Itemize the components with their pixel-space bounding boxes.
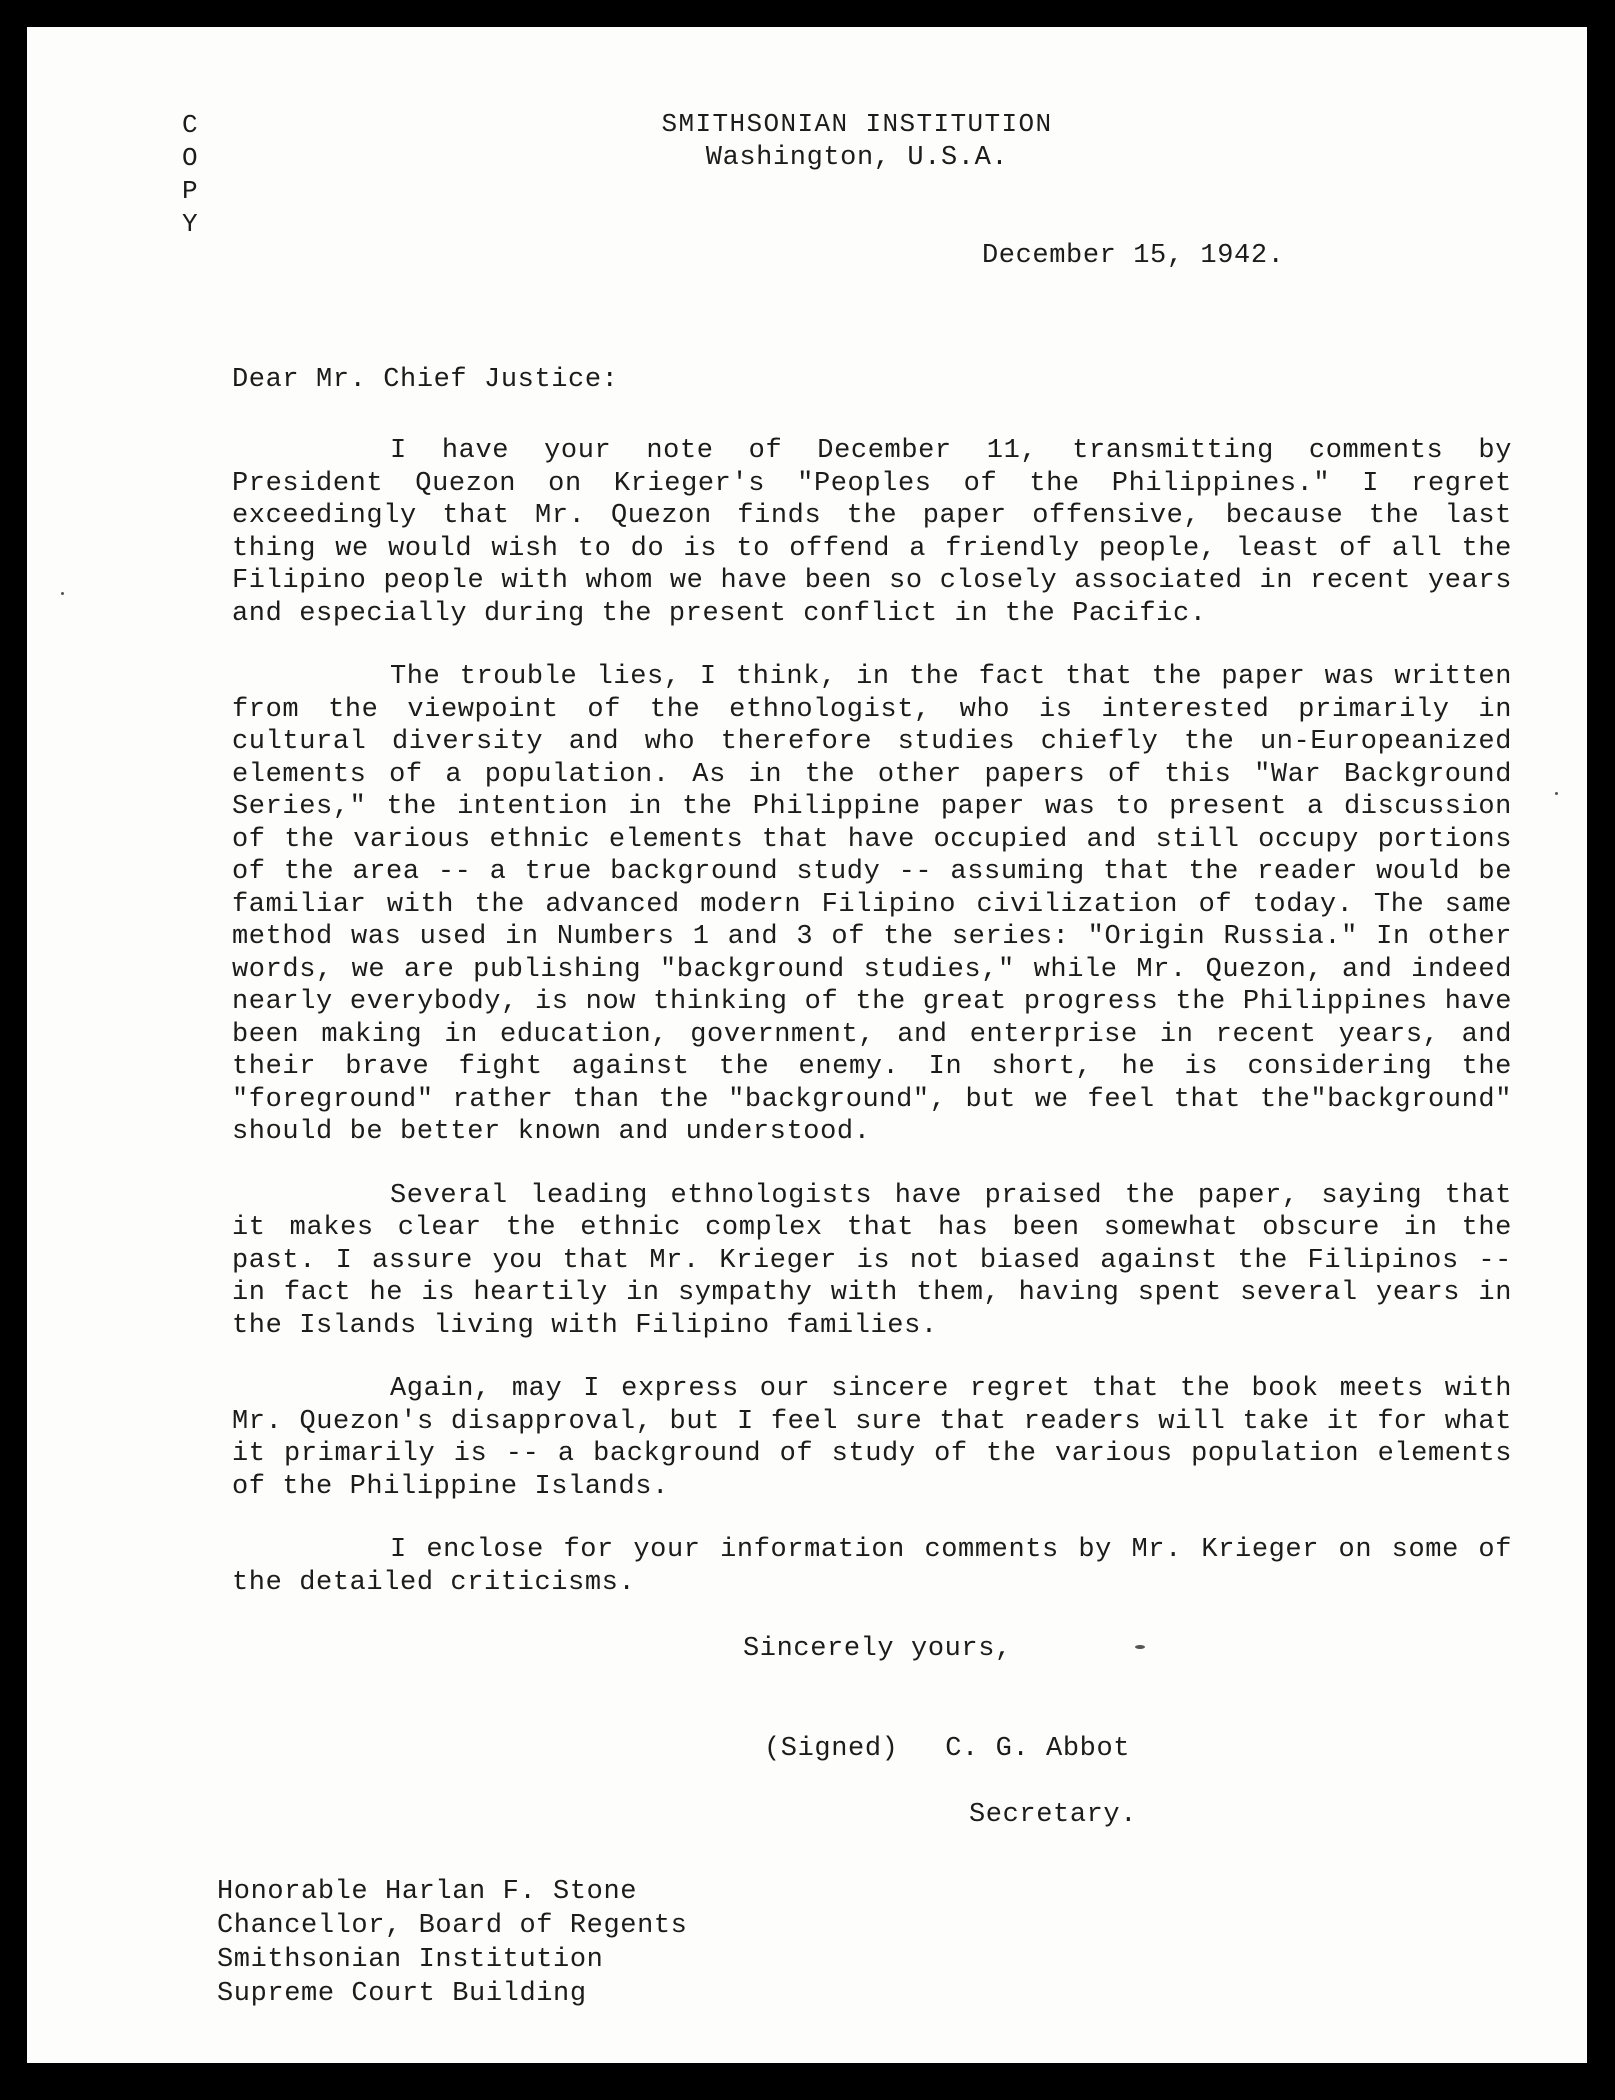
letter-date: December 15, 1942.	[982, 241, 1285, 271]
ink-speck	[1135, 1645, 1145, 1649]
addressee-line: Supreme Court Building	[217, 1979, 587, 2009]
copy-stamp-letter: O	[182, 143, 199, 173]
letterhead-org: SMITHSONIAN INSTITUTION	[661, 109, 1053, 139]
letterhead	[27, 107, 1587, 175]
body-paragraph: I enclose for your information comments by Mr. Krieger on some of the detailed criticisms.	[232, 1535, 1512, 1598]
letter-body	[232, 435, 1512, 1630]
ink-speck	[1555, 792, 1558, 795]
closing: Sincerely yours,	[743, 1634, 1012, 1664]
copy-stamp-letter: Y	[182, 209, 199, 239]
body-paragraph: Several leading ethnologists have praised the paper, saying that it makes clear the ethnic complex that has been somewhat obscure in the past. I assure you that Mr. Krieger is not biased against the Filipinos -- in fact he is heartily in sympathy with them, having spent several years in the Islands living with Filipino families.	[232, 1180, 1512, 1341]
addressee-line: Chancellor, Board of Regents	[217, 1911, 688, 1941]
ink-speck	[61, 592, 64, 595]
body-paragraph: The trouble lies, I think, in the fact that the paper was written from the viewpoint of the ethnologist, who is interested primarily in cultural diversity and who therefore studies chiefly the un-Europeanized elements of a population. As in the other papers of this "War Background Series," the intention in the Philippine paper was to present a discussion of the various ethnic elements that have occupied and still occupy portions of the area -- a true background study -- assuming that the reader would be familiar with the advanced modern Filipino civilization of today. The same method was used in Numbers 1 and 3 of the series: "Origin Russia." In other words, we are publishing "background studies," while Mr. Quezon, and indeed nearly everybody, is now thinking of the great progress the Philippines have been making in education, government, and enterprise in recent years, and their brave fight against the enemy. In short, he is considering the "foreground" rather than the "background", but we feel that the"background" should be better known and understood.	[232, 662, 1512, 1147]
signature-line	[764, 1734, 1130, 1764]
letterhead-city: Washington, U.S.A.	[705, 143, 1009, 173]
addressee-line: Honorable Harlan F. Stone	[217, 1877, 638, 1907]
copy-stamp-letter: C	[182, 110, 199, 140]
addressee-line: Smithsonian Institution	[217, 1945, 604, 1975]
signature-name: C. G. Abbot	[945, 1734, 1131, 1764]
addressee-block	[217, 1875, 687, 2011]
signature-label: (Signed)	[764, 1734, 899, 1764]
body-paragraph: I have your note of December 11, transmitting comments by President Quezon on Krieger's "Peoples of the Philippines." I regret exceedingly that Mr. Quezon finds the paper offensive, because the last thing we would wish to do is to offend a friendly people, least of all the Filipino people with whom we have been so closely associated in recent years and especially during the present conflict in the Pacific.	[232, 436, 1512, 629]
letter-page	[27, 27, 1587, 2063]
body-paragraph: Again, may I express our sincere regret that the book meets with Mr. Quezon's disapproval, but I feel sure that readers will take it for what it primarily is -- a background of study of the various population elements of the Philippine Islands.	[232, 1374, 1512, 1502]
signer-title: Secretary.	[969, 1800, 1138, 1830]
salutation: Dear Mr. Chief Justice:	[232, 365, 619, 395]
copy-stamp-letter: P	[182, 176, 199, 206]
